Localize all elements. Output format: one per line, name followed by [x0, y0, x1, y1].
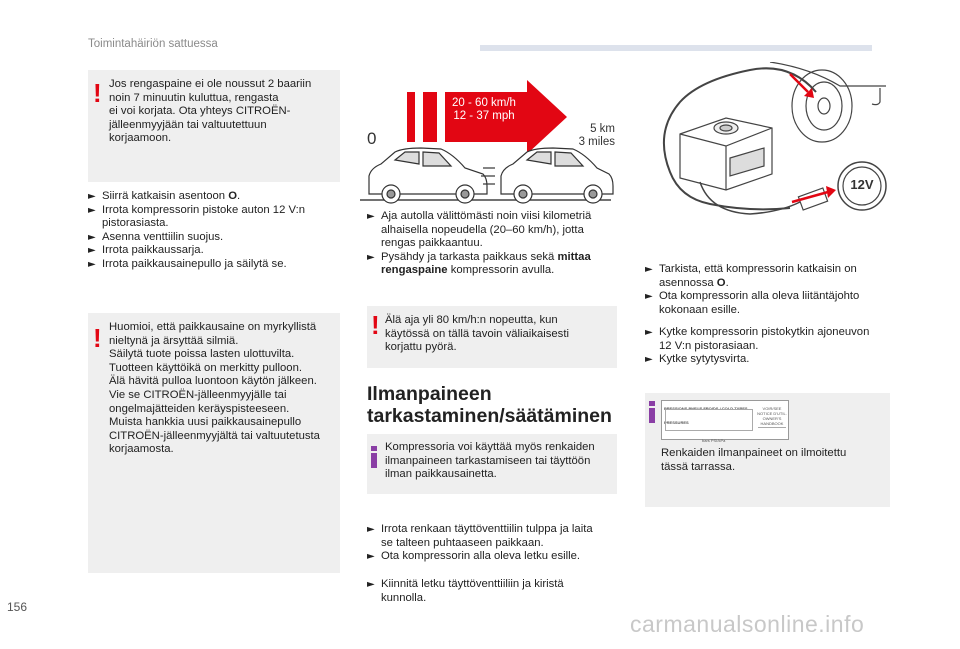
arrow-bullet-icon: ► [367, 251, 375, 263]
step-text: Ota kompressorin alla oleva letku esille. [381, 550, 581, 563]
tyre-icon [792, 70, 852, 142]
sticker-header: PRESSIONS PNEUS FROIDS / COLD TYRES PRESSURES [664, 406, 748, 425]
info-box-pressure-label [645, 393, 890, 507]
step-after: kompressorin avulla. [447, 264, 555, 277]
step-text: Kiinnitä letku täyttöventtiiliin ja kiristä kunnolla. [381, 578, 564, 604]
socket-label: 12V [850, 177, 874, 192]
sticker-units: bars PSI/kPa [702, 438, 726, 443]
arrow-bullet-icon: ► [88, 204, 96, 216]
step-text: Irrota paikkaussarja. [102, 244, 204, 257]
car-start-icon [369, 148, 487, 203]
list-item [88, 190, 340, 204]
start-distance-label: 0 [367, 129, 377, 148]
info-box-compressor [367, 434, 617, 494]
compressor-illustration [640, 62, 890, 252]
warning-box-speed-limit [367, 306, 617, 368]
list-item [367, 251, 619, 278]
step-text: Irrota paikkausainepullo ja säilytä se. [102, 257, 287, 270]
sticker-symbols [758, 427, 786, 437]
warning-text: Jos rengaspaine ei ole noussut 2 baariin noin 7 minuutin kuluttua, rengasta ei voi korjata. Ota yhteys CITROËN- jälleenmyyjään tai valtuutettuun korjaamoon. [109, 78, 312, 145]
info-text: Renkaiden ilmanpaineet on ilmoitettu tässä tarrassa. [661, 447, 847, 473]
right-steps-list-1 [645, 263, 895, 317]
list-item [645, 353, 895, 367]
list-item [367, 550, 619, 564]
warning-text: Huomioi, että paikkausaine on myrkyllistä nieltynä ja ärsyttää silmiä. Säilytä tuote poissa lasten ulottuvilta. Tuotteen käyttöikä on merkitty pulloon. Älä hävitä pulloa luontoon käytön jälkeen. Vie se CITROËN-jälleenmyyjälle tai ongelmajätteiden keräyspisteeseen. Muista hankkia uusi paikkausainepullo CITROËN-jälleenmyyjältä tai valtuutetusta korjaamosta. [109, 321, 320, 456]
step-text: Kytke sytytysvirta. [659, 353, 750, 366]
arrow-bullet-icon: ► [88, 191, 96, 202]
info-icon [371, 446, 377, 468]
middle-steps-list-1 [367, 210, 619, 278]
arrow-bullet-icon: ► [645, 354, 653, 366]
warning-icon: ! [93, 323, 102, 353]
arrow-bullet-icon: ► [645, 291, 653, 303]
step-after: . [237, 190, 241, 202]
sticker-note: VOIR/SEE NOTICE D'UTIL. OWNER'S HANDBOOK [757, 406, 787, 426]
arrow-bullet-icon: ► [367, 579, 375, 590]
step-text: Tarkista, että kompressorin katkaisin on asennossa [659, 263, 857, 289]
info-icon [649, 401, 655, 423]
info-text: Kompressoria voi käyttää myös renkaiden ilmanpaineen tarkastamiseen tai täyttöön ilman paikkausainetta. [385, 441, 595, 481]
running-header: Toimintahäiriön sattuessa [88, 38, 218, 50]
compressor-icon [680, 118, 772, 190]
right-steps-list-2 [645, 326, 895, 367]
step-bold: O [716, 276, 726, 289]
sticker-grid [665, 409, 753, 431]
list-item [88, 231, 340, 245]
list-item [367, 578, 619, 605]
step-text: Ota kompressorin alla oleva liitäntäjohto kokonaan esille. [659, 290, 860, 316]
arrow-bullet-icon: ► [88, 231, 96, 243]
middle-steps-list-2 [367, 523, 619, 564]
page-number: 156 [7, 600, 28, 614]
step-text: Pysähdy ja tarkasta paikkaus sekä [381, 250, 558, 263]
speed-stripe [407, 92, 415, 142]
middle-steps-list-3 [367, 578, 619, 605]
warning-text: Älä aja yli 80 km/h:n nopeutta, kun käytössä on tällä tavoin väliaikaisesti korjattu pyörä. [385, 314, 569, 354]
list-item [645, 326, 895, 353]
speed-stripe [423, 92, 437, 142]
list-item [88, 204, 340, 231]
arrow-bullet-icon: ► [88, 258, 96, 270]
watermark: carmanualsonline.info [630, 611, 865, 637]
step-after: . [725, 276, 729, 289]
step-text: Asenna venttiilin suojus. [102, 230, 224, 243]
arrow-bullet-icon: ► [88, 245, 96, 257]
step-text: Kytke kompressorin pistokytkin ajoneuvon 12 V:n pistorasiaan. [659, 326, 870, 352]
list-item [367, 523, 619, 550]
list-item [88, 244, 340, 258]
distance-label: 5 km 3 miles [578, 123, 615, 148]
arrow-bullet-icon: ► [645, 264, 653, 275]
car-moving-icon [481, 148, 613, 203]
section-title: Ilmanpaineen tarkastaminen/säätäminen [367, 383, 612, 427]
tyre-pressure-sticker [661, 400, 789, 443]
warning-icon: ! [371, 310, 380, 340]
speed-label: 20 - 60 km/h 12 - 37 mph [445, 96, 523, 124]
step-bold: mittaa rengaspaine [381, 250, 591, 277]
warning-icon: ! [93, 78, 102, 108]
step-text: Irrota kompressorin pistoke auton 12 V:n pistorasiasta. [102, 203, 306, 230]
list-item [367, 210, 619, 251]
left-steps-list [88, 190, 340, 272]
step-bold: O [228, 190, 238, 202]
step-text: Siirrä katkaisin asentoon [102, 190, 229, 202]
header-bar [480, 45, 872, 51]
list-item [645, 263, 895, 290]
warning-box-sealant-toxic [88, 313, 340, 573]
step-text: Irrota renkaan täyttöventtiilin tulppa ja laita se talteen puhtaaseen paikkaan. [381, 523, 593, 549]
list-item [88, 258, 340, 272]
list-item [645, 290, 895, 317]
arrow-bullet-icon: ► [645, 327, 653, 338]
warning-box-repair-pressure [88, 70, 340, 182]
step-text: Aja autolla välittömästi noin viisi kilometriä alhaisella nopeudella (20–60 km/h), jotta rengas paikkaantuu. [381, 210, 592, 250]
arrow-bullet-icon: ► [367, 524, 375, 535]
arrow-bullet-icon: ► [367, 551, 375, 563]
arrow-bullet-icon: ► [367, 211, 375, 222]
